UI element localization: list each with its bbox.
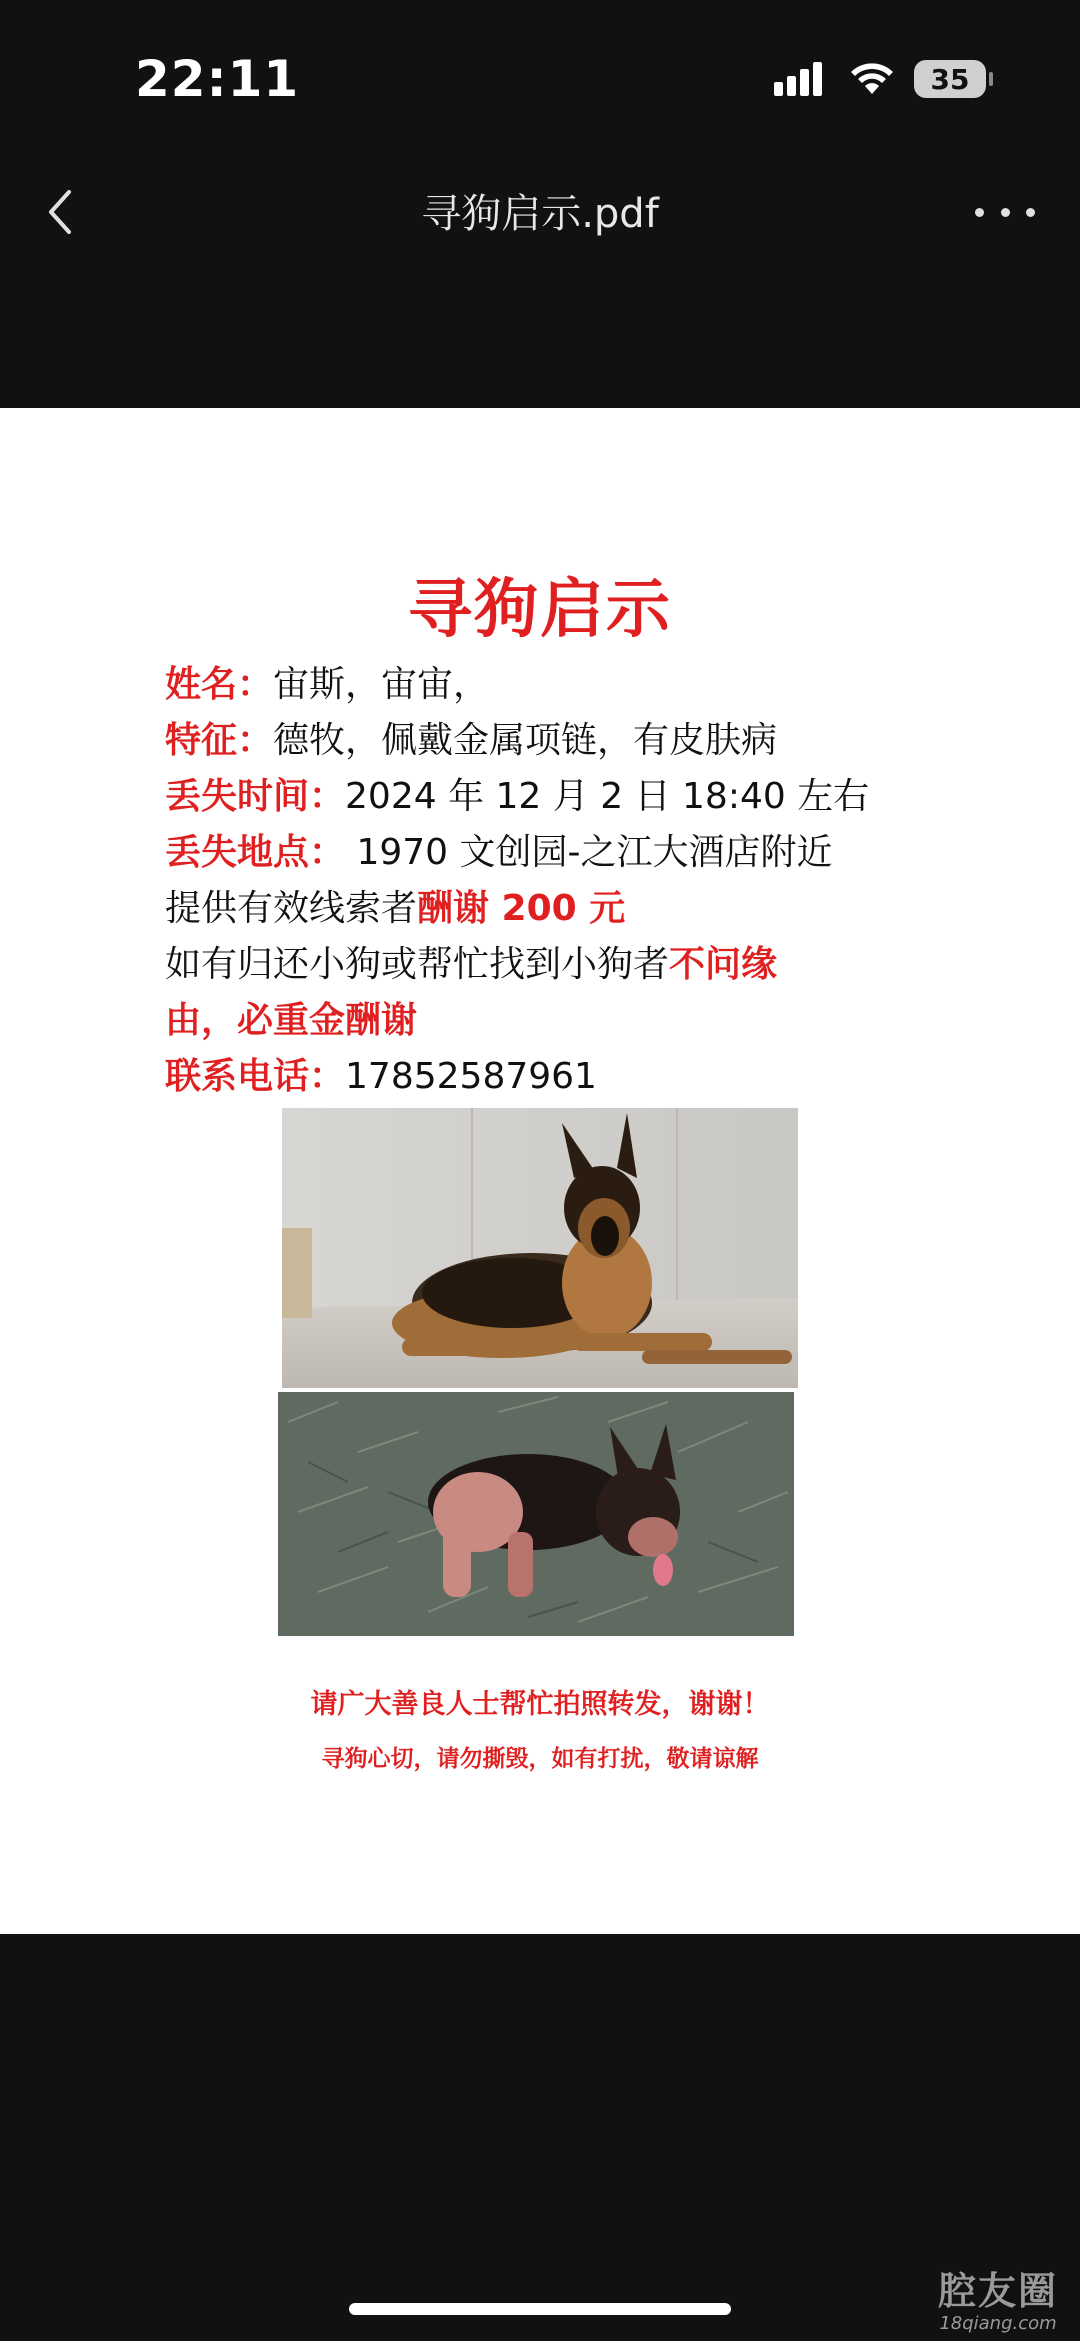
lost-time-line bbox=[165, 768, 869, 819]
more-options-icon[interactable] bbox=[975, 190, 1035, 234]
feature-value: 德牧，佩戴金属项链，有皮肤病 bbox=[273, 720, 778, 761]
do-not-tear-text: 寻狗心切，请勿撕毁，如有打扰，敬请谅解 bbox=[321, 1746, 759, 1772]
home-indicator[interactable] bbox=[349, 2303, 731, 2315]
pdf-page[interactable] bbox=[0, 408, 1080, 1934]
clue-line bbox=[165, 880, 625, 931]
watermark-sub: 18qiang.com bbox=[939, 2313, 1057, 2334]
name-value: 宙斯，宙宙， bbox=[273, 664, 490, 705]
lost-place-value: 1970 文创园-之江大酒店附近 bbox=[345, 832, 833, 873]
clue-text: 提供有效线索者 bbox=[165, 888, 418, 929]
lost-place-line bbox=[165, 824, 833, 875]
nav-bar bbox=[0, 160, 1080, 260]
feature-label: 特征： bbox=[165, 720, 274, 761]
clue-reward: 酬谢 200 元 bbox=[417, 888, 626, 929]
share-request-text: 请广大善良人士帮忙拍照转发，谢谢！ bbox=[310, 1689, 770, 1720]
name-line bbox=[165, 656, 489, 707]
feature-line bbox=[165, 712, 777, 763]
return-line-2 bbox=[165, 992, 417, 1043]
phone-line bbox=[165, 1048, 597, 1099]
cellular-signal-icon bbox=[774, 62, 830, 98]
status-bar bbox=[0, 0, 1080, 160]
wifi-icon bbox=[848, 58, 896, 98]
watermark-logo bbox=[938, 2260, 1058, 2334]
phone-value: 17852587961 bbox=[345, 1056, 597, 1097]
dog-photo-lying bbox=[282, 1108, 798, 1388]
battery-icon bbox=[914, 60, 986, 98]
lost-time-label: 丢失时间： bbox=[165, 776, 346, 817]
return-emphasis: 不问缘 bbox=[669, 944, 778, 985]
poster-title: 寻狗启示 bbox=[408, 573, 672, 647]
status-time: 22:11 bbox=[135, 50, 300, 108]
battery-cap bbox=[989, 72, 993, 86]
lost-place-label: 丢失地点： bbox=[165, 832, 346, 873]
battery-level: 35 bbox=[930, 62, 970, 96]
return-text: 如有归还小狗或帮忙找到小狗者 bbox=[165, 944, 670, 985]
name-label: 姓名： bbox=[165, 664, 274, 705]
phone-label: 联系电话： bbox=[165, 1056, 346, 1097]
return-line bbox=[165, 936, 777, 987]
watermark-main: 腔友圈 bbox=[938, 2269, 1059, 2313]
lost-time-value: 2024 年 12 月 2 日 18:40 左右 bbox=[345, 776, 870, 817]
dog-photo-grass bbox=[278, 1392, 794, 1636]
document-title: 寻狗启示.pdf bbox=[421, 191, 659, 237]
return-emphasis-2: 由，必重金酬谢 bbox=[165, 1000, 418, 1041]
